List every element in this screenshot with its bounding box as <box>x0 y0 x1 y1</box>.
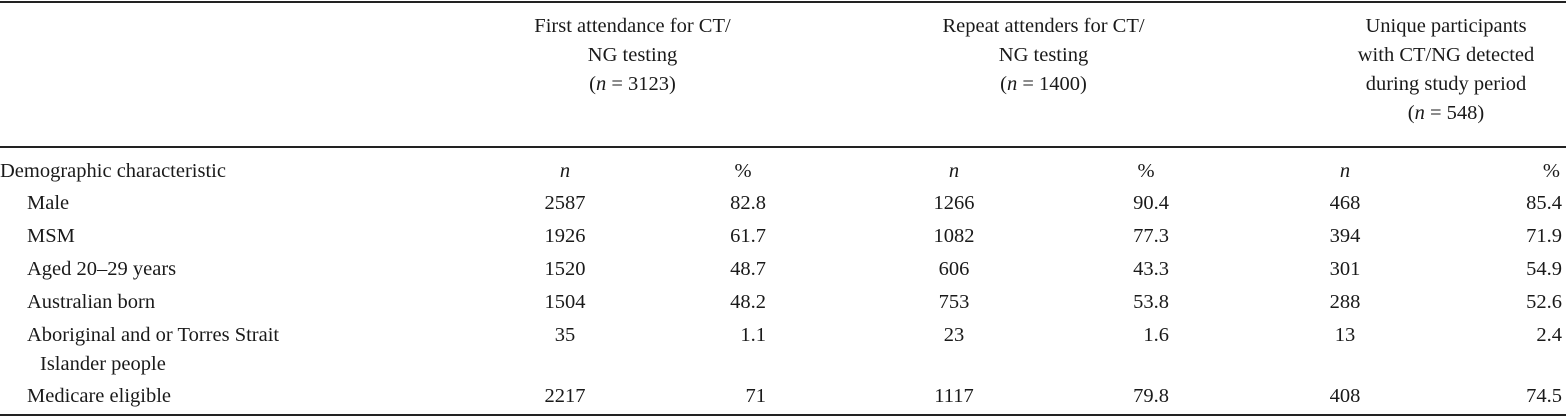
header-rule <box>0 146 1566 148</box>
cell-repeat-n: 753 <box>938 291 970 313</box>
row-label: Medicare eligible <box>27 385 172 407</box>
col-header-n: n <box>948 160 960 182</box>
group-header-line: Repeat attenders for CT/ <box>942 15 1145 37</box>
group-header-n: (n = 3123) <box>589 73 676 95</box>
cell-unique-pct: 85.4 <box>1526 192 1562 214</box>
col-header-n: n <box>559 160 571 182</box>
cell-first-pct: 61.7 <box>730 225 766 247</box>
row-label-continuation: Islander people <box>40 353 166 375</box>
cell-first-pct: 71 <box>745 385 766 407</box>
group-header-line: Unique participants <box>1365 15 1527 37</box>
row-label: Aged 20–29 years <box>27 258 177 280</box>
group-header-line: during study period <box>1365 73 1527 95</box>
cell-unique-pct: 2.4 <box>1536 324 1562 346</box>
row-label: Australian born <box>27 291 156 313</box>
cell-first-pct: 48.2 <box>730 291 766 313</box>
cell-repeat-n: 1117 <box>934 385 974 407</box>
group-header-line: NG testing <box>587 44 678 66</box>
cell-repeat-pct: 53.8 <box>1133 291 1169 313</box>
group-header-n: (n = 548) <box>1407 102 1485 124</box>
cell-first-pct: 48.7 <box>730 258 766 280</box>
col-header-pct: % <box>1137 160 1155 182</box>
cell-unique-pct: 54.9 <box>1526 258 1562 280</box>
cell-first-pct: 1.1 <box>740 324 766 346</box>
col-header-n: n <box>1339 160 1351 182</box>
group-header-n: (n = 1400) <box>1000 73 1087 95</box>
cell-first-n: 1926 <box>544 225 586 247</box>
cell-repeat-n: 1082 <box>933 225 975 247</box>
cell-repeat-pct: 1.6 <box>1143 324 1169 346</box>
cell-repeat-pct: 77.3 <box>1133 225 1169 247</box>
cell-first-n: 1504 <box>544 291 586 313</box>
bottom-rule <box>0 414 1566 416</box>
group-header-repeat-attenders <box>906 12 1181 99</box>
row-label: Male <box>27 192 70 214</box>
cell-first-n: 1520 <box>544 258 586 280</box>
cell-unique-pct: 52.6 <box>1526 291 1562 313</box>
cell-unique-n: 288 <box>1329 291 1361 313</box>
group-header-first-attendance <box>500 12 765 99</box>
col-header-pct: % <box>734 160 752 182</box>
cell-unique-n: 394 <box>1329 225 1361 247</box>
cell-first-pct: 82.8 <box>730 192 766 214</box>
row-label: MSM <box>27 225 75 247</box>
cell-unique-pct: 74.5 <box>1526 385 1562 407</box>
group-header-line: First attendance for CT/ <box>534 15 731 37</box>
top-rule <box>0 1 1566 3</box>
cell-first-n: 2217 <box>544 385 586 407</box>
row-label: Aboriginal and or Torres Strait <box>27 324 280 346</box>
cell-repeat-n: 23 <box>943 324 965 346</box>
cell-unique-n: 13 <box>1334 324 1356 346</box>
cell-unique-n: 468 <box>1329 192 1361 214</box>
cell-repeat-pct: 79.8 <box>1133 385 1169 407</box>
cell-repeat-pct: 90.4 <box>1133 192 1169 214</box>
cell-repeat-pct: 43.3 <box>1133 258 1169 280</box>
cell-unique-n: 301 <box>1329 258 1361 280</box>
cell-unique-n: 408 <box>1329 385 1361 407</box>
group-header-line: NG testing <box>998 44 1089 66</box>
col-header-pct: % <box>1542 160 1560 182</box>
cell-repeat-n: 606 <box>938 258 970 280</box>
group-header-unique-participants <box>1326 12 1566 128</box>
group-header-line: with CT/NG detected <box>1357 44 1535 66</box>
row-label-header: Demographic characteristic <box>0 160 226 182</box>
cell-first-n: 2587 <box>544 192 586 214</box>
cell-repeat-n: 1266 <box>933 192 975 214</box>
cell-first-n: 35 <box>554 324 576 346</box>
cell-unique-pct: 71.9 <box>1526 225 1562 247</box>
